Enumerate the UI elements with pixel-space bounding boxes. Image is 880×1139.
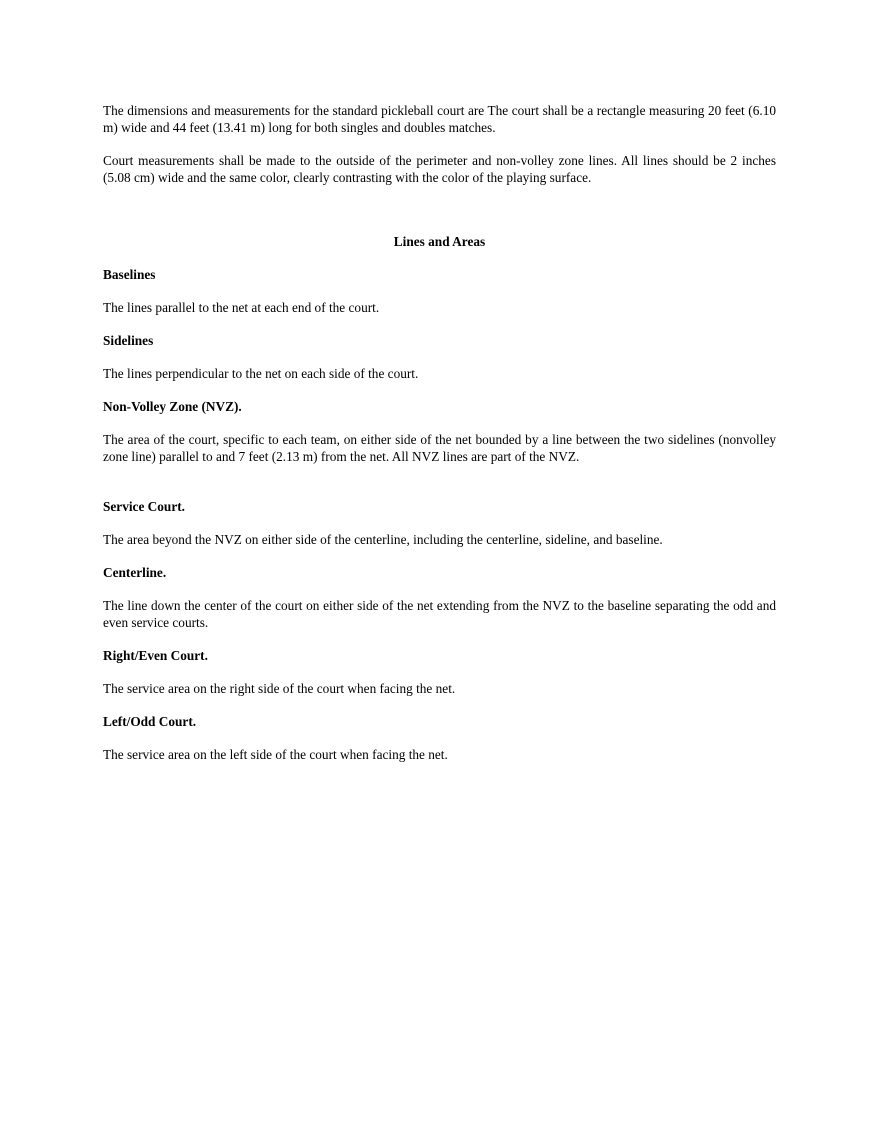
term-sidelines: Sidelines (103, 333, 154, 348)
definition-non-volley-zone: The area of the court, specific to each team, on either side of the net bounded by a line between the two sidelines (nonvolley zone line) parallel to and 7 feet (2.13 m) from the net. All NVZ lines are part of the NVZ. (103, 432, 776, 464)
definition-centerline: The line down the center of the court on either side of the net extending from the NVZ to the baseline separating the odd and even service courts. (103, 598, 776, 630)
definition-service-court: The area beyond the NVZ on either side of the centerline, including the centerline, sideline, and baseline. (103, 532, 663, 547)
term-baselines: Baselines (103, 267, 156, 282)
definition-baselines: The lines parallel to the net at each end of the court. (103, 300, 380, 315)
definition-right-even-court: The service area on the right side of the court when facing the net. (103, 681, 456, 696)
definition-left-odd-court: The service area on the left side of the court when facing the net. (103, 747, 448, 762)
term-service-court: Service Court. (103, 499, 185, 514)
term-right-even-court: Right/Even Court. (103, 648, 208, 663)
term-non-volley-zone: Non-Volley Zone (NVZ). (103, 399, 242, 414)
definition-sidelines: The lines perpendicular to the net on each side of the court. (103, 366, 419, 381)
term-left-odd-court: Left/Odd Court. (103, 714, 197, 729)
intro-paragraph-court-dimensions: The dimensions and measurements for the standard pickleball court are The court shall be a rectangle measuring 20 feet (6.10 m) wide and 44 feet (13.41 m) long for both singles and doubles matches. (103, 103, 776, 135)
term-centerline: Centerline. (103, 565, 167, 580)
intro-paragraph-line-measurements: Court measurements shall be made to the outside of the perimeter and non-volley zone lines. All lines should be 2 inches (5.08 cm) wide and the same color, clearly contrasting with the color of the playing surface. (103, 153, 776, 185)
section-title: Lines and Areas (393, 234, 486, 249)
document-page (103, 102, 776, 779)
